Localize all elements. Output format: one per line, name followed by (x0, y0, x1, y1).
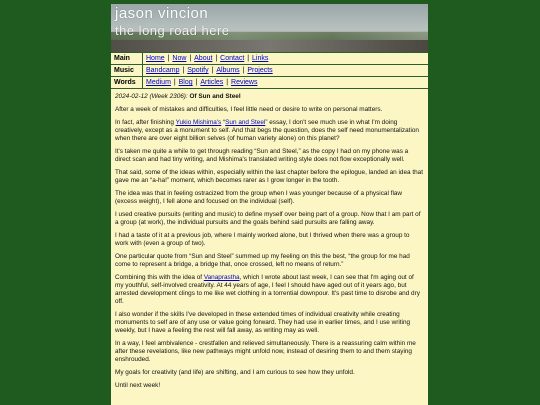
nav-row-words (111, 76, 428, 88)
post-paragraph: The idea was that in feeling ostracized from the group when I was younger because of a physical flaw (excess weight), I fell alone and focused on the individual (self). (115, 190, 403, 205)
nav-link-bandcamp[interactable]: Bandcamp (146, 67, 180, 74)
content-column (111, 4, 428, 405)
post-paragraph: It's taken me quite a while to get through reading “Sun and Steel,” as the copy I had on my phone was a direct scan and had tiny writing, and Mishima's translated writing style does not flow exceptionally well. (115, 148, 409, 163)
post-paragraph: After a week of mistakes and difficulties, I feel little need or desire to write on personal matters. (115, 106, 383, 113)
nav-menu (111, 52, 428, 89)
nav-link-projects[interactable]: Projects (247, 67, 273, 74)
post-date: 2024-02-12 (Week 2306): (115, 93, 188, 100)
post-paragraph: That said, some of the ideas within, especially within the last chapter before the epilogue, landed an idea that gave me an “a-ha!” moment, which becomes rarer as I grow longer in the tooth. (115, 169, 424, 184)
nav-row-music (111, 64, 428, 76)
nav-link-reviews[interactable]: Reviews (231, 79, 258, 86)
post-paragraph: Until next week! (115, 382, 161, 389)
post-paragraph: One particular quote from “Sun and Steel” summed up my feeling on this the best, “the group for me had come to represent a bridge, a bridge that, once crossed, left no means of return.” (115, 253, 410, 268)
nav-link-articles[interactable]: Articles (200, 79, 224, 86)
post-text: Combining this with the idea of (115, 274, 204, 281)
post-title: Of Sun and Steel (189, 93, 241, 100)
link-vanaprastha[interactable]: Vanaprastha (203, 274, 240, 281)
nav-links-main: Home | Now | About | Contact | Links (146, 55, 269, 62)
post-paragraph (115, 274, 424, 306)
nav-label-music: Music (111, 65, 143, 76)
site-title[interactable]: jason vincion (115, 5, 209, 22)
link-sun-and-steel[interactable]: Sun and Steel (225, 119, 266, 126)
nav-link-links[interactable]: Links (252, 55, 269, 62)
banner-road (111, 40, 428, 52)
site-subtitle: the long road here (115, 23, 230, 38)
nav-link-blog[interactable]: Blog (178, 79, 193, 86)
nav-link-medium[interactable]: Medium (146, 79, 171, 86)
post-text: In fact, after finishing (115, 119, 176, 126)
post-paragraph: I also wonder if the skills I've developed in these extended times of individual creativity while creating monuments to self are of any use or value going forward. They had use in earlier times, and I use writing weekly, but I have a feeling the rest will fall away, as writing may as well. (115, 311, 411, 334)
post-heading (115, 93, 424, 101)
post-text: , which I wrote about last week, I can see that I'm aging out of my youthful, self-involved creativity. At 44 years of age, I feel I should have aged out of it years ago, but arrested development clings to me like wet clothing in a torrential downpour. It's past time to disrobe and dry off. (115, 274, 420, 305)
nav-link-contact[interactable]: Contact (220, 55, 245, 62)
post-paragraph: I used creative pursuits (writing and music) to define myself over being part of a group. Now that I am part of a group (at work), the individual pursuits and the goals behind said pursuits are falling away. (115, 211, 421, 226)
nav-links-words: Medium | Blog | Articles | Reviews (146, 79, 258, 86)
header-banner (111, 4, 428, 52)
nav-link-about[interactable]: About (194, 55, 213, 62)
nav-label-words: Words (111, 77, 143, 88)
nav-link-spotify[interactable]: Spotify (187, 67, 209, 74)
nav-row-main (111, 52, 428, 64)
blog-post (111, 89, 428, 390)
nav-links-music: Bandcamp | Spotify | Albums | Projects (146, 67, 273, 74)
post-paragraph: In a way, I feel ambivalence - crestfallen and relieved simultaneously. There is a reassuring calm within me after these revelations, like new pathways might unfold now, instead of desiring them to and them staying enshrouded. (115, 340, 416, 363)
post-text: ” essay, I don't see much use in what I'm doing creatively, except as a monument to self. And that begs the question, does the self need monumentalization when there are over eight billion selves (of human variety alone) on this planet? (115, 119, 419, 142)
nav-link-now[interactable]: Now (172, 55, 187, 62)
link-yukio-mishima[interactable]: Yukio Mishima's (175, 119, 222, 126)
nav-link-albums[interactable]: Albums (216, 67, 240, 74)
post-paragraph: I had a taste of it at a previous job, where I mainly worked alone, but I thrived when there was a group to work with (even a group of two). (115, 232, 410, 247)
post-text: “ (221, 119, 226, 126)
post-paragraph (115, 119, 424, 143)
nav-link-home[interactable]: Home (146, 55, 165, 62)
post-paragraph: My goals for creativity (and life) are shifting, and I am curious to see how they unfold. (115, 369, 355, 376)
nav-label-main: Main (111, 53, 143, 64)
